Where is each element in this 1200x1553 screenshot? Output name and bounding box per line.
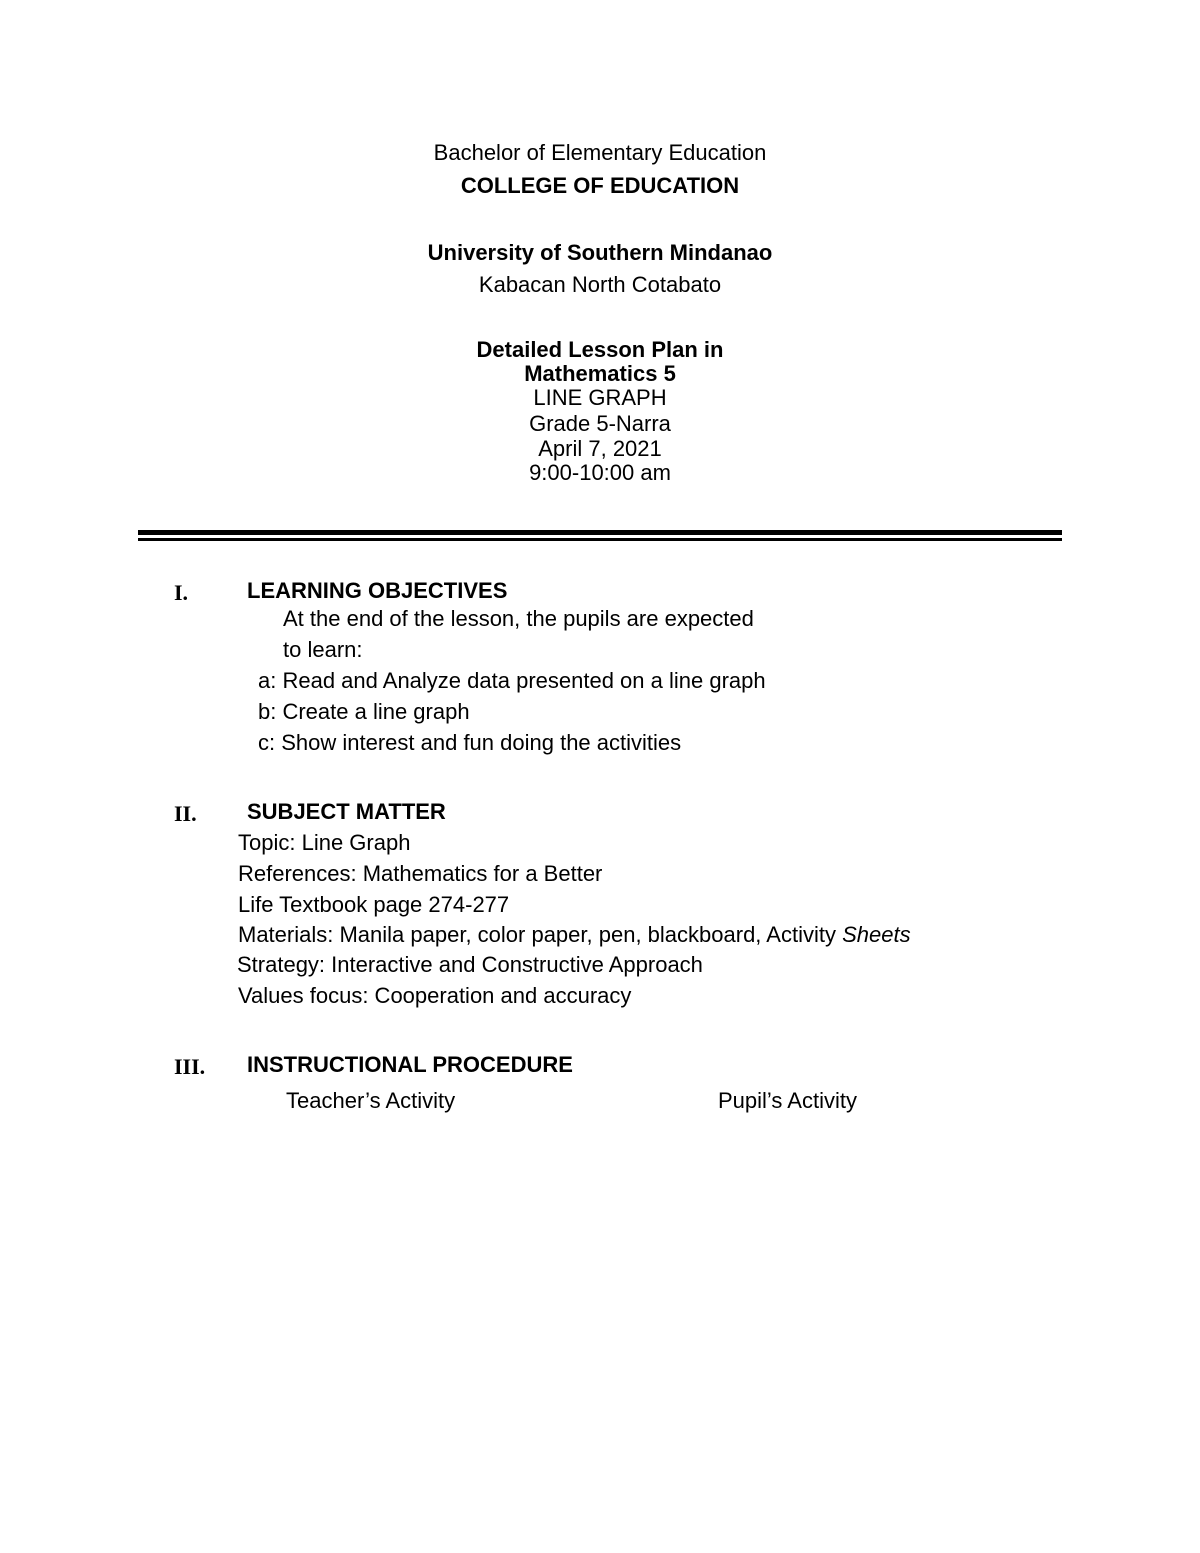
materials-text: Materials: Manila paper, color paper, pen, blackboard, Activity (238, 922, 843, 947)
section-title-procedure: INSTRUCTIONAL PROCEDURE (247, 1052, 573, 1077)
pupil-activity-heading: Pupil’s Activity (718, 1088, 857, 1113)
subject-references: References: Mathematics for a Better (238, 861, 603, 886)
section-number-subject-matter: II. (174, 801, 197, 826)
teacher-activity-heading: Teacher’s Activity (286, 1088, 456, 1113)
objective-item: a: Read and Analyze data presented on a line graph (258, 668, 766, 693)
section-title-subject-matter: SUBJECT MATTER (247, 799, 446, 824)
lesson-plan-title: Detailed Lesson Plan in (476, 337, 724, 362)
divider-thin (138, 538, 1062, 541)
objective-item: c: Show interest and fun doing the activities (258, 730, 682, 755)
section-number-procedure: III. (174, 1054, 206, 1079)
divider-thick (138, 530, 1062, 535)
subject-strategy: Strategy: Interactive and Constructive Approach (237, 952, 703, 977)
university-name: University of Southern Mindanao (427, 240, 773, 265)
objective-item: b: Create a line graph (258, 699, 470, 724)
grade-section: Grade 5-Narra (529, 411, 671, 436)
objectives-intro: At the end of the lesson, the pupils are expected (283, 606, 754, 631)
materials-italic-text: Sheets (842, 922, 911, 947)
college-name: COLLEGE OF EDUCATION (460, 173, 740, 198)
lesson-topic: LINE GRAPH (533, 385, 667, 410)
section-number-objectives: I. (174, 580, 189, 605)
subject-materials (238, 922, 911, 948)
subject-values-focus: Values focus: Cooperation and accuracy (238, 983, 632, 1008)
program-name: Bachelor of Elementary Education (433, 140, 767, 165)
section-title-objectives: LEARNING OBJECTIVES (247, 578, 508, 603)
lesson-time: 9:00-10:00 am (529, 460, 671, 485)
lesson-date: April 7, 2021 (538, 436, 662, 461)
university-location: Kabacan North Cotabato (478, 272, 722, 297)
objectives-intro-cont: to learn: (283, 637, 363, 662)
lesson-plan-subject: Mathematics 5 (524, 361, 676, 386)
subject-topic: Topic: Line Graph (238, 830, 411, 855)
subject-references-cont: Life Textbook page 274-277 (238, 892, 510, 917)
